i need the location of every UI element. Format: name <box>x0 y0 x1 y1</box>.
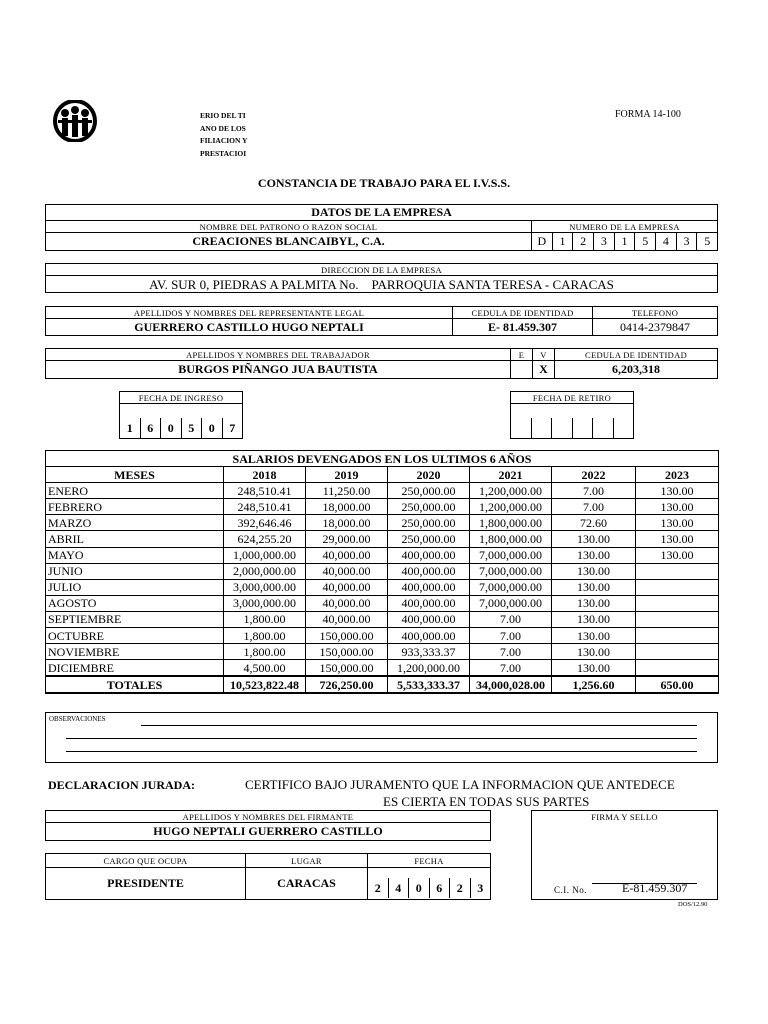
salary-cell: 1,800.00 <box>224 644 306 660</box>
salary-cell: 1,800,000.00 <box>470 515 552 531</box>
fecha-retiro-digit <box>572 418 593 438</box>
fecha-retiro-digit <box>511 418 531 438</box>
salary-cell: 400,000.00 <box>388 611 470 627</box>
salary-cell: 130.00 <box>636 483 719 499</box>
salary-cell: 1,800.00 <box>224 611 306 627</box>
salary-cell: 11,250.00 <box>306 483 388 499</box>
cargo-section <box>45 853 491 900</box>
month-cell: MARZO <box>46 515 224 531</box>
salary-cell: 40,000.00 <box>306 547 388 563</box>
salary-cell <box>636 611 719 627</box>
fecha-ingreso-digit: 1 <box>126 420 133 435</box>
empresa-number-digits <box>532 233 717 250</box>
ministry-header <box>200 110 247 160</box>
total-cell: 10,523,822.48 <box>224 676 306 693</box>
salary-cell: 130.00 <box>636 499 719 515</box>
representante-name: GUERRERO CASTILLO HUGO NEPTALI <box>134 319 364 334</box>
salary-cell <box>636 579 719 595</box>
salarios-table <box>45 450 719 694</box>
month-cell: NOVIEMBRE <box>46 644 224 660</box>
nationality-e-label: E <box>511 349 532 361</box>
year-header: 2019 <box>306 467 388 483</box>
ministry-line: ANO DE LOS <box>200 123 246 133</box>
fecha-ingreso-digit: 6 <box>140 418 161 438</box>
empresa-number-digit: 3 <box>676 233 697 250</box>
empresa-number-digit: 4 <box>655 233 676 250</box>
month-cell: DICIEMBRE <box>46 660 224 677</box>
ivss-logo-icon <box>52 100 98 142</box>
fecha-retiro-digit <box>613 418 634 438</box>
month-cell: SEPTIEMBRE <box>46 611 224 627</box>
salary-cell: 130.00 <box>552 628 636 644</box>
salary-row <box>46 660 719 677</box>
salary-cell: 40,000.00 <box>306 563 388 579</box>
salary-cell: 400,000.00 <box>388 547 470 563</box>
fecha-ingreso-box <box>119 391 243 439</box>
salary-cell: 1,800,000.00 <box>470 531 552 547</box>
fecha-retiro-label: FECHA DE RETIRO <box>511 392 633 404</box>
nationality-v-label: V <box>533 349 554 361</box>
ministry-line: PRESTACIOI <box>200 148 247 158</box>
total-cell: 1,256.60 <box>552 676 636 693</box>
fecha-retiro-box <box>510 391 634 439</box>
representante-id: E- 81.459.307 <box>488 319 557 334</box>
nationality-v-mark: X <box>539 362 548 376</box>
declaracion-line1: CERTIFICO BAJO JURAMENTO QUE LA INFORMACION QUE ANTEDECE <box>245 777 675 792</box>
fecha-retiro-digits <box>511 418 633 438</box>
lugar-value: CARACAS <box>277 876 336 890</box>
nationality-e-mark <box>511 361 532 378</box>
fecha-ingreso-digits <box>120 418 242 438</box>
representante-name-label: APELLIDOS Y NOMBRES DEL REPRESENTANTE LEGAL <box>46 307 452 319</box>
representante-phone: 0414-2379847 <box>620 319 690 334</box>
salary-cell: 7.00 <box>552 483 636 499</box>
fecha-label: FECHA <box>368 854 490 868</box>
trabajador-section <box>45 348 718 379</box>
salary-cell: 7.00 <box>470 628 552 644</box>
fecha-retiro-digit <box>531 418 552 438</box>
salary-cell <box>636 628 719 644</box>
salary-cell: 4,500.00 <box>224 660 306 677</box>
salary-cell: 400,000.00 <box>388 579 470 595</box>
empresa-name: CREACIONES BLANCAIBYL, C.A. <box>192 234 385 248</box>
salary-cell: 18,000.00 <box>306 515 388 531</box>
document-title: CONSTANCIA DE TRABAJO PARA EL I.V.S.S. <box>257 176 511 190</box>
fecha-retiro-digit <box>592 418 613 438</box>
salary-row <box>46 611 719 627</box>
fecha-ingreso-label: FECHA DE INGRESO <box>120 392 242 404</box>
salary-cell: 130.00 <box>636 531 719 547</box>
empresa-section-title: DATOS DE LA EMPRESA <box>46 205 717 221</box>
trabajador-name-label: APELLIDOS Y NOMBRES DEL TRABAJADOR <box>46 349 510 361</box>
salary-cell: 130.00 <box>552 595 636 611</box>
salary-row <box>46 499 719 515</box>
empresa-number-digit: 5 <box>634 233 655 250</box>
salary-cell: 130.00 <box>552 563 636 579</box>
salary-cell: 400,000.00 <box>388 595 470 611</box>
salary-cell: 624,255.20 <box>224 531 306 547</box>
salary-cell: 130.00 <box>552 547 636 563</box>
salary-cell: 150,000.00 <box>306 628 388 644</box>
observaciones-box <box>45 712 718 763</box>
address-section <box>45 263 718 293</box>
salary-cell: 7,000,000.00 <box>470 579 552 595</box>
firma-sello-box <box>531 810 718 900</box>
month-cell: ENERO <box>46 483 224 499</box>
firmante-section <box>45 810 491 841</box>
year-header: 2021 <box>470 467 552 483</box>
salary-row <box>46 644 719 660</box>
empresa-number-digit: 2 <box>572 233 593 250</box>
ministry-line: FILIACION Y <box>200 136 248 145</box>
salary-cell: 29,000.00 <box>306 531 388 547</box>
salary-cell: 7,000,000.00 <box>470 547 552 563</box>
empresa-number-digit: D <box>537 234 547 248</box>
total-cell: 726,250.00 <box>306 676 388 693</box>
trabajador-id: 6,203,318 <box>612 362 660 376</box>
salary-cell: 3,000,000.00 <box>224 595 306 611</box>
salarios-body <box>46 483 719 677</box>
empresa-number-digit: 3 <box>593 233 614 250</box>
fecha-digit: 2 <box>374 880 381 895</box>
representante-id-label: CEDULA DE IDENTIDAD <box>453 307 592 319</box>
empresa-number-label: NUMERO DE LA EMPRESA <box>532 221 717 233</box>
observaciones-label: OBSERVACIONES <box>49 715 106 723</box>
months-header: MESES <box>46 467 224 483</box>
trabajador-id-label: CEDULA DE IDENTIDAD <box>555 349 717 361</box>
fecha-digit: 6 <box>429 878 450 898</box>
declaracion-label: DECLARACION JURADA: <box>48 778 195 792</box>
salary-cell: 7.00 <box>552 499 636 515</box>
empresa-number-digit: 5 <box>696 233 717 250</box>
salary-cell: 7,000,000.00 <box>470 595 552 611</box>
salary-row <box>46 483 719 499</box>
month-cell: OCTUBRE <box>46 628 224 644</box>
ministry-line: ERIO DEL TI <box>200 111 246 120</box>
salary-cell: 248,510.41 <box>224 499 306 515</box>
salary-cell: 18,000.00 <box>306 499 388 515</box>
trabajador-name: BURGOS PIÑANGO JUA BAUTISTA <box>178 362 378 376</box>
salary-cell <box>636 595 719 611</box>
total-cell: 34,000,028.00 <box>470 676 552 693</box>
salary-cell: 150,000.00 <box>306 644 388 660</box>
firmante-name-label: APELLIDOS Y NOMBRES DEL FIRMANTE <box>46 811 490 823</box>
fecha-digit: 3 <box>470 878 491 898</box>
salary-cell: 250,000.00 <box>388 531 470 547</box>
salary-row <box>46 579 719 595</box>
salary-cell: 1,800.00 <box>224 628 306 644</box>
salary-cell: 130.00 <box>552 611 636 627</box>
salary-cell: 2,000,000.00 <box>224 563 306 579</box>
salary-cell: 250,000.00 <box>388 483 470 499</box>
salary-cell: 40,000.00 <box>306 579 388 595</box>
total-cell: 5,533,333.37 <box>388 676 470 693</box>
totals-row <box>46 676 719 693</box>
fecha-digit: 2 <box>449 878 470 898</box>
salary-cell: 1,200,000.00 <box>470 499 552 515</box>
salary-cell: 7.00 <box>470 660 552 677</box>
fecha-digit: 0 <box>408 878 429 898</box>
fecha-ingreso-digit: 0 <box>160 418 181 438</box>
form-number: FORMA 14-100 <box>615 109 681 120</box>
empresa-number-digit: 1 <box>614 233 635 250</box>
empresa-section <box>45 204 718 251</box>
salary-cell: 72.60 <box>552 515 636 531</box>
salary-cell: 7.00 <box>470 644 552 660</box>
month-cell: JUNIO <box>46 563 224 579</box>
salary-row <box>46 531 719 547</box>
year-header: 2020 <box>388 467 470 483</box>
address-label: DIRECCION DE LA EMPRESA <box>46 264 717 276</box>
salary-cell: 130.00 <box>552 579 636 595</box>
ci-value: E-81.459.307 <box>622 881 688 895</box>
total-cell: 650.00 <box>636 676 719 693</box>
salary-cell: 1,200,000.00 <box>388 660 470 677</box>
year-header: 2023 <box>636 467 719 483</box>
fecha-ingreso-digit: 7 <box>222 418 243 438</box>
fecha-digits <box>368 878 490 898</box>
salary-cell <box>636 660 719 677</box>
salary-cell: 400,000.00 <box>388 563 470 579</box>
salary-cell: 40,000.00 <box>306 611 388 627</box>
fecha-ingreso-digit: 0 <box>201 418 222 438</box>
representante-phone-label: TELEFONO <box>593 307 717 319</box>
salary-row <box>46 515 719 531</box>
salarios-title: SALARIOS DEVENGADOS EN LOS ULTIMOS 6 AÑOS <box>46 451 719 467</box>
ci-label: C.I. No. <box>554 885 587 895</box>
empresa-name-label: NOMBRE DEL PATRONO O RAZON SOCIAL <box>46 221 531 233</box>
salary-cell: 130.00 <box>636 547 719 563</box>
salary-row <box>46 628 719 644</box>
footer-code: DOS/12.90 <box>678 901 708 908</box>
representante-section <box>45 306 718 336</box>
salary-cell: 7.00 <box>470 611 552 627</box>
salary-cell: 392,646.46 <box>224 515 306 531</box>
salary-cell: 933,333.37 <box>388 644 470 660</box>
salary-cell: 1,000,000.00 <box>224 547 306 563</box>
salary-cell: 248,510.41 <box>224 483 306 499</box>
month-cell: FEBRERO <box>46 499 224 515</box>
cargo-label: CARGO QUE OCUPA <box>46 854 245 868</box>
salarios-header-row <box>46 467 719 483</box>
address-value: AV. SUR 0, PIEDRAS A PALMITA No. PARROQUIA SANTA TERESA - CARACAS <box>149 276 614 292</box>
salary-cell: 150,000.00 <box>306 660 388 677</box>
empresa-number-digit: 1 <box>552 233 573 250</box>
salary-cell: 250,000.00 <box>388 499 470 515</box>
fecha-ingreso-digit: 5 <box>181 418 202 438</box>
salary-row <box>46 595 719 611</box>
salary-cell: 130.00 <box>636 515 719 531</box>
salary-cell <box>636 644 719 660</box>
salary-cell: 130.00 <box>552 660 636 677</box>
salary-cell: 130.00 <box>552 644 636 660</box>
salary-cell: 40,000.00 <box>306 595 388 611</box>
salary-row <box>46 547 719 563</box>
month-cell: ABRIL <box>46 531 224 547</box>
salary-cell: 250,000.00 <box>388 515 470 531</box>
declaracion-line2: ES CIERTA EN TODAS SUS PARTES <box>383 794 590 809</box>
totals-label: TOTALES <box>46 676 224 693</box>
salary-cell: 3,000,000.00 <box>224 579 306 595</box>
salary-cell: 1,200,000.00 <box>470 483 552 499</box>
firmante-name: HUGO NEPTALI GUERRERO CASTILLO <box>153 824 383 838</box>
lugar-label: LUGAR <box>246 854 367 868</box>
fecha-digit: 4 <box>388 878 409 898</box>
month-cell: MAYO <box>46 547 224 563</box>
salary-cell: 7,000,000.00 <box>470 563 552 579</box>
month-cell: JULIO <box>46 579 224 595</box>
year-header: 2018 <box>224 467 306 483</box>
month-cell: AGOSTO <box>46 595 224 611</box>
year-header: 2022 <box>552 467 636 483</box>
cargo-value: PRESIDENTE <box>107 876 184 890</box>
firma-sello-label: FIRMA Y SELLO <box>591 812 658 822</box>
salary-cell: 400,000.00 <box>388 628 470 644</box>
salary-cell: 130.00 <box>552 531 636 547</box>
salary-cell <box>636 563 719 579</box>
salary-row <box>46 563 719 579</box>
fecha-retiro-digit <box>551 418 572 438</box>
